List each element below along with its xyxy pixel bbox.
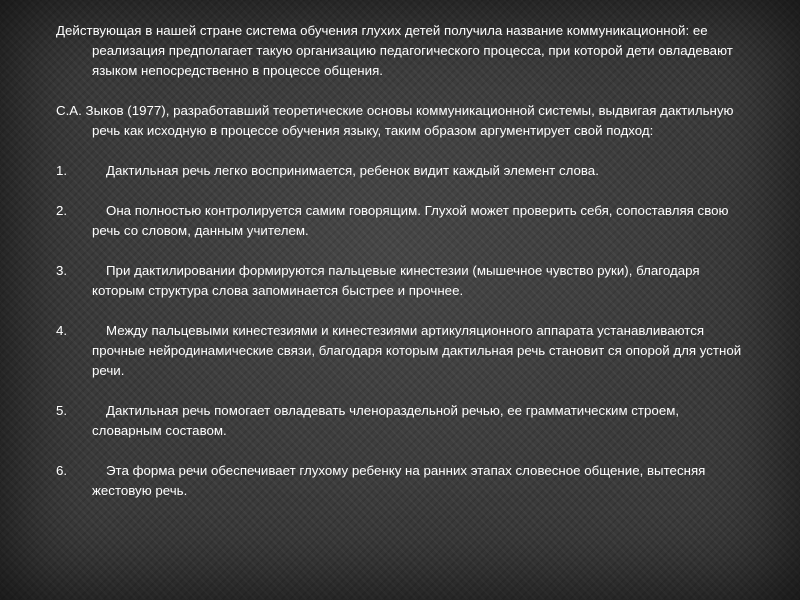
list-item-text: Дактильная речь легко воспринимается, ребенок видит каждый элемент слова. [106,163,599,178]
list-item-number: 3. [56,263,68,278]
list-item-number: 1. [56,163,68,178]
list-item-text: Эта форма речи обеспечивает глухому ребенку на ранних этапах словесное общение, вытесняя жестовую речь. [92,463,706,498]
list-item-number: 4. [56,323,68,338]
list-item-1 [56,161,746,181]
zykov-paragraph: С.А. Зыков (1977), разработавший теоретические основы коммуникационной системы, выдвигая дактильную речь как исходную в процессе обучения языку, таким образом аргументирует свой подход: [56,103,734,138]
list-item-number: 2. [56,203,68,218]
list-item-number: 5. [56,403,68,418]
list-item-4 [56,321,746,381]
list-item-text: Дактильная речь помогает овладевать членораздельной речью, ее грамматическим строем, словарным составом. [92,403,680,438]
list-item-5 [56,401,746,441]
list-item-6 [56,461,746,501]
list-item-text: Она полностью контролируется самим говорящим. Глухой может проверить себя, сопоставляя свою речь со словом, данным учителем. [92,203,729,238]
slide-content [56,21,746,521]
intro-paragraph: Действующая в нашей стране система обучения глухих детей получила название коммуникационной: ее реализация предполагает такую организацию педагогического процесса, при которой дети овладевают языком непосредственно в процессе общения. [56,23,733,78]
list-item-number: 6. [56,463,68,478]
list-item-2 [56,201,746,241]
list-item-text: Между пальцевыми кинестезиями и кинестезиями артикуляционного аппарата устанавливаются прочные нейродинамические связи, благодаря которым дактильная речь становит ся опорой для устной речи. [92,323,742,378]
list-item-text: При дактилировании формируются пальцевые кинестезии (мышечное чувство руки), благодаря которым структура слова запоминается быстрее и прочнее. [92,263,700,298]
list-item-3 [56,261,746,301]
